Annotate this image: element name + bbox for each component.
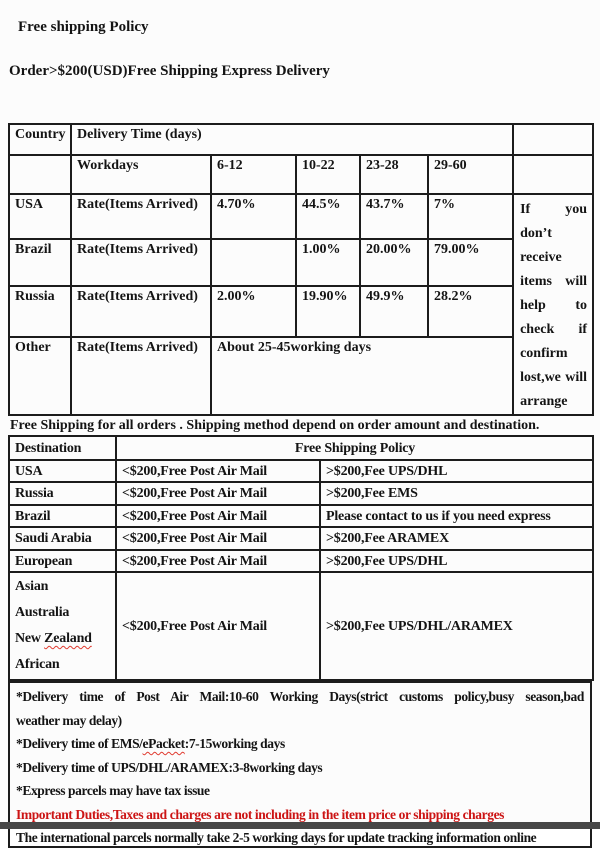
side-note-line: help to xyxy=(520,298,588,313)
over-200-cell: >$200,Fee UPS/DHL xyxy=(320,460,593,482)
destination-cell: Russia xyxy=(9,482,116,505)
country-cell: Brazil xyxy=(9,239,71,286)
under-200-cell: <$200,Free Post Air Mail xyxy=(116,527,320,550)
note-post-air-mail-line1: *Delivery time of Post Air Mail:10-60 Working Days(strict customs policy,busy season,bad xyxy=(16,689,584,704)
policy-row-european xyxy=(9,550,593,572)
under-200-cell: <$200,Free Post Air Mail xyxy=(116,460,320,482)
page-title: Free shipping Policy xyxy=(18,19,149,35)
side-note-line: arrange xyxy=(520,394,568,409)
free-shipping-note: Free Shipping for all orders . Shipping method depend on order amount and destination. xyxy=(10,418,540,433)
rate-value-cell: 49.9% xyxy=(360,286,428,337)
multi-destination-cell xyxy=(9,572,116,680)
destination-header-cell: Destination xyxy=(9,436,116,460)
russia-rate-row xyxy=(9,286,593,337)
brazil-rate-row xyxy=(9,239,593,286)
policy-row-brazil xyxy=(9,505,593,527)
note-tracking-info: The international parcels normally take 2-5 working days for update tracking information online xyxy=(16,830,537,845)
page-subtitle: Order>$200(USD)Free Shipping Express Delivery xyxy=(9,63,330,79)
destination-line: Australia xyxy=(15,605,70,620)
rate-value-cell: 7% xyxy=(428,194,513,239)
destination-cell: Brazil xyxy=(9,505,116,527)
rate-value-cell: 43.7% xyxy=(360,194,428,239)
side-note-line: confirm xyxy=(520,346,568,361)
note-express-tax: *Express parcels may have tax issue xyxy=(16,783,210,798)
destination-cell: Saudi Arabia xyxy=(9,527,116,550)
bucket-cell-0: 6-12 xyxy=(211,155,296,194)
note-epacket-misspelled: ePacket xyxy=(142,736,185,751)
bucket-cell-3: 29-60 xyxy=(428,155,513,194)
policy-header-cell: Free Shipping Policy xyxy=(116,436,593,460)
rate-value-cell: 79.00% xyxy=(428,239,513,286)
policy-header-row xyxy=(9,436,593,460)
policy-row-multi-region xyxy=(9,572,593,680)
workdays-label-cell: Workdays xyxy=(71,155,211,194)
over-200-cell: >$200,Fee UPS/DHL/ARAMEX xyxy=(320,572,593,680)
under-200-cell: <$200,Free Post Air Mail xyxy=(116,572,320,680)
note-ups-dhl-aramex: *Delivery time of UPS/DHL/ARAMEX:3-8working days xyxy=(16,759,323,775)
policy-row-russia xyxy=(9,482,593,505)
rate-value-cell: 28.2% xyxy=(428,286,513,337)
lost-parcel-side-note xyxy=(513,194,593,415)
country-header-cell: Country xyxy=(9,124,71,155)
note-ems-prefix: *Delivery time of EMS/ xyxy=(16,736,143,751)
note-ems-suffix: :7-15working days xyxy=(184,736,285,751)
policy-row-saudi-arabia xyxy=(9,527,593,550)
note-duties-warning: Important Duties,Taxes and charges are not including in the item price or shipping charges xyxy=(16,806,505,822)
destination-line xyxy=(15,626,111,652)
policy-row-usa xyxy=(9,460,593,482)
side-note-line: If you don’t xyxy=(520,202,588,241)
rate-value-cell xyxy=(211,239,296,286)
destination-policy-table xyxy=(8,435,594,681)
destination-word-misspelled: Zealand xyxy=(44,631,92,646)
rate-value-cell: 19.90% xyxy=(296,286,360,337)
over-200-cell: >$200,Fee UPS/DHL xyxy=(320,550,593,572)
over-200-cell: Please contact to us if you need express xyxy=(320,505,593,527)
side-empty-cell-top xyxy=(513,124,593,155)
rate-label-cell: Rate(Items Arrived) xyxy=(71,337,211,415)
destination-cell: European xyxy=(9,550,116,572)
delivery-header-row xyxy=(9,124,593,155)
delivery-time-header-cell: Delivery Time (days) xyxy=(71,124,513,155)
rate-value-cell: 44.5% xyxy=(296,194,360,239)
rate-value-cell: 4.70% xyxy=(211,194,296,239)
other-rate-row xyxy=(9,337,593,415)
other-note-cell: About 25-45working days xyxy=(211,337,513,415)
workdays-row xyxy=(9,155,593,194)
note-ems-epacket xyxy=(16,732,584,756)
rate-label-cell: Rate(Items Arrived) xyxy=(71,194,211,239)
country-cell: Russia xyxy=(9,286,71,337)
side-note-line: items will xyxy=(520,274,588,289)
bucket-cell-1: 10-22 xyxy=(296,155,360,194)
under-200-cell: <$200,Free Post Air Mail xyxy=(116,505,320,527)
bucket-cell-2: 23-28 xyxy=(360,155,428,194)
note-post-air-mail-line2: weather may delay) xyxy=(16,712,122,728)
under-200-cell: <$200,Free Post Air Mail xyxy=(116,482,320,505)
rate-label-cell: Rate(Items Arrived) xyxy=(71,239,211,286)
side-note-line: check if xyxy=(520,322,588,337)
rate-value-cell: 2.00% xyxy=(211,286,296,337)
country-cell: Other xyxy=(9,337,71,415)
usa-rate-row xyxy=(9,194,593,239)
destination-word: New xyxy=(15,631,45,646)
bottom-edge-bar xyxy=(0,822,600,829)
side-note-line: receive xyxy=(520,250,562,265)
rate-value-cell: 1.00% xyxy=(296,239,360,286)
destination-cell: USA xyxy=(9,460,116,482)
side-empty-cell-mid xyxy=(513,155,593,194)
side-note-line: lost,we will xyxy=(520,370,588,385)
over-200-cell: >$200,Fee EMS xyxy=(320,482,593,505)
delivery-rate-table xyxy=(8,123,594,416)
empty-country-cell xyxy=(9,155,71,194)
rate-value-cell: 20.00% xyxy=(360,239,428,286)
over-200-cell: >$200,Fee ARAMEX xyxy=(320,527,593,550)
country-cell: USA xyxy=(9,194,71,239)
destination-line: Asian xyxy=(15,579,49,594)
rate-label-cell: Rate(Items Arrived) xyxy=(71,286,211,337)
destination-line: African xyxy=(15,657,60,672)
under-200-cell: <$200,Free Post Air Mail xyxy=(116,550,320,572)
